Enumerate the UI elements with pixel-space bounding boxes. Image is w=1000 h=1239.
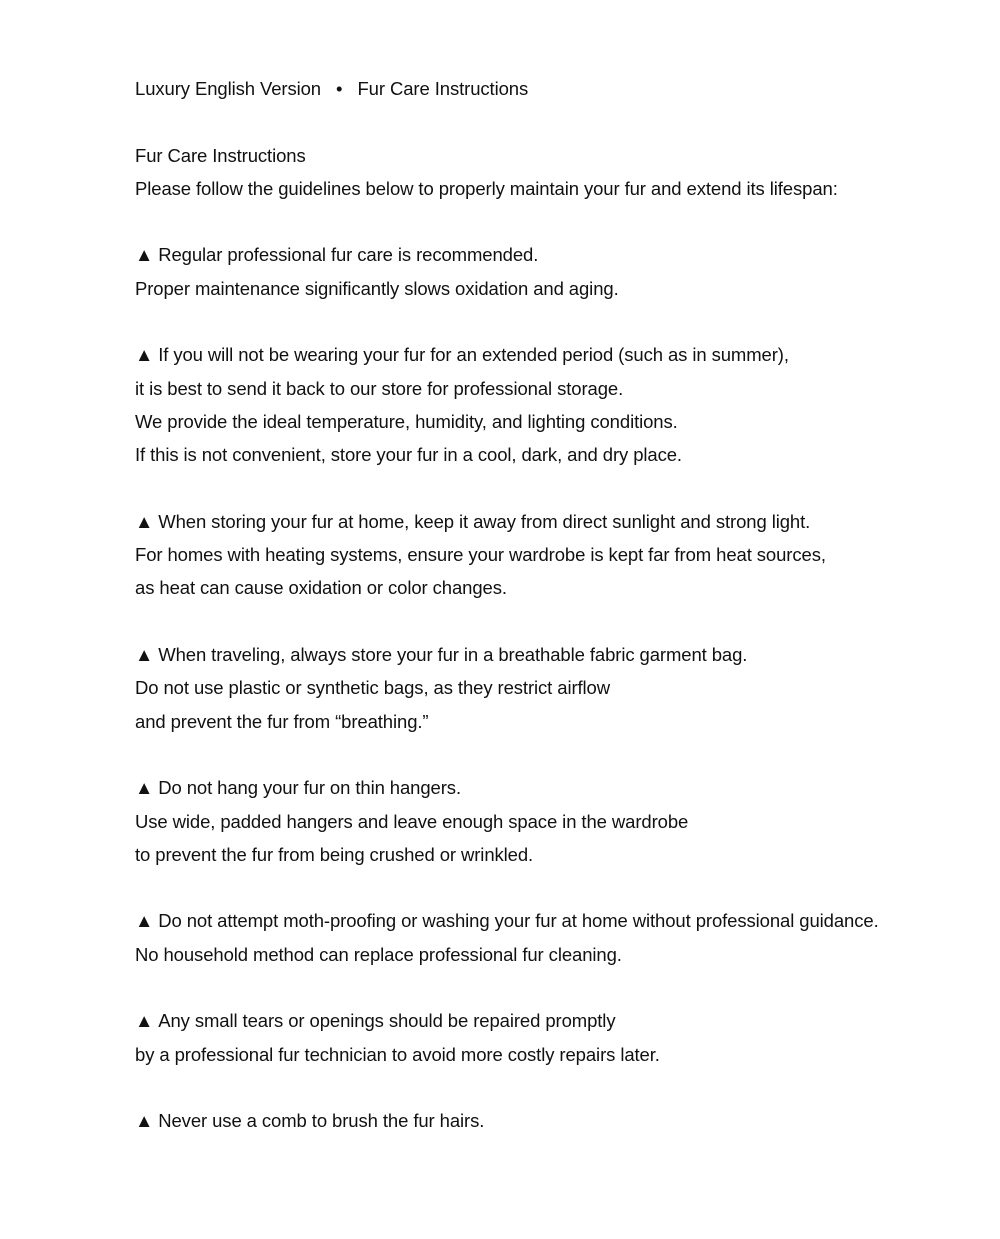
instruction-item <box>135 238 935 305</box>
instruction-item <box>135 771 935 871</box>
instruction-line <box>135 838 935 871</box>
instruction-heading-line <box>135 1104 935 1137</box>
instruction-text: Do not use plastic or synthetic bags, as they restrict airflow <box>135 677 611 699</box>
instruction-line <box>135 372 935 405</box>
instruction-text: When storing your fur at home, keep it away from direct sunlight and strong light. <box>158 510 811 532</box>
spacer <box>135 472 935 505</box>
instruction-text: as heat can cause oxidation or color changes. <box>135 577 507 599</box>
spacer <box>135 205 935 238</box>
instruction-heading-line <box>135 505 935 538</box>
instruction-text: it is best to send it back to our store for professional storage. <box>135 377 624 399</box>
instruction-text: Do not attempt moth-proofing or washing your fur at home without professional guidance. <box>158 910 879 932</box>
spacer <box>135 738 935 771</box>
instruction-heading-line <box>135 1004 935 1037</box>
triangle-bullet-icon: ▲ <box>135 644 154 666</box>
instruction-line <box>135 272 935 305</box>
instruction-text: Do not hang your fur on thin hangers. <box>158 777 461 799</box>
instruction-text: If this is not convenient, store your fur in a cool, dark, and dry place. <box>135 444 682 466</box>
spacer <box>135 105 935 138</box>
spacer <box>135 605 935 638</box>
instruction-text: For homes with heating systems, ensure your wardrobe is kept far from heat sources, <box>135 544 826 566</box>
instruction-item <box>135 505 935 605</box>
instruction-item <box>135 1004 935 1071</box>
document-page <box>135 72 935 1138</box>
instruction-heading-line <box>135 238 935 271</box>
instruction-text: When traveling, always store your fur in a breathable fabric garment bag. <box>158 644 748 666</box>
care-instructions-list <box>135 205 935 1137</box>
instruction-text: If you will not be wearing your fur for an extended period (such as in summer), <box>158 344 789 366</box>
instruction-line <box>135 538 935 571</box>
instruction-line <box>135 438 935 471</box>
instruction-heading-line <box>135 771 935 804</box>
triangle-bullet-icon: ▲ <box>135 1010 154 1032</box>
triangle-bullet-icon: ▲ <box>135 910 154 932</box>
instruction-text: Regular professional fur care is recommended. <box>158 244 539 266</box>
instruction-text: and prevent the fur from “breathing.” <box>135 710 429 732</box>
instruction-item <box>135 1104 935 1137</box>
instruction-heading-line <box>135 338 935 371</box>
instruction-line <box>135 405 935 438</box>
spacer <box>135 871 935 904</box>
instruction-line <box>135 805 935 838</box>
instruction-text: We provide the ideal temperature, humidity, and lighting conditions. <box>135 410 678 432</box>
spacer <box>135 305 935 338</box>
instruction-item <box>135 338 935 471</box>
instruction-line <box>135 671 935 704</box>
triangle-bullet-icon: ▲ <box>135 777 154 799</box>
instruction-text: Use wide, padded hangers and leave enough space in the wardrobe <box>135 810 689 832</box>
spacer <box>135 1071 935 1104</box>
instruction-text: Never use a comb to brush the fur hairs. <box>158 1110 485 1132</box>
instruction-text: Proper maintenance significantly slows oxidation and aging. <box>135 277 619 299</box>
intro-text: Please follow the guidelines below to properly maintain your fur and extend its lifespan: <box>135 177 838 199</box>
instruction-item <box>135 638 935 738</box>
triangle-bullet-icon: ▲ <box>135 344 154 366</box>
instruction-line <box>135 1038 935 1071</box>
header-version-label: Luxury English Version <box>135 78 321 99</box>
triangle-bullet-icon: ▲ <box>135 510 154 532</box>
instruction-text: Any small tears or openings should be repaired promptly <box>158 1010 616 1032</box>
document-title: Fur Care Instructions <box>135 144 306 166</box>
instruction-text: by a professional fur technician to avoid more costly repairs later. <box>135 1043 660 1065</box>
instruction-line <box>135 705 935 738</box>
document-header <box>135 72 935 105</box>
instruction-heading-line <box>135 904 935 937</box>
instruction-line <box>135 938 935 971</box>
instruction-text: No household method can replace professional fur cleaning. <box>135 943 622 965</box>
header-separator: • <box>336 78 343 99</box>
triangle-bullet-icon: ▲ <box>135 244 154 266</box>
instruction-line <box>135 571 935 604</box>
instruction-item <box>135 904 935 971</box>
instruction-heading-line <box>135 638 935 671</box>
spacer <box>135 971 935 1004</box>
header-doc-title: Fur Care Instructions <box>357 78 529 99</box>
instruction-text: to prevent the fur from being crushed or wrinkled. <box>135 843 534 865</box>
triangle-bullet-icon: ▲ <box>135 1110 154 1132</box>
